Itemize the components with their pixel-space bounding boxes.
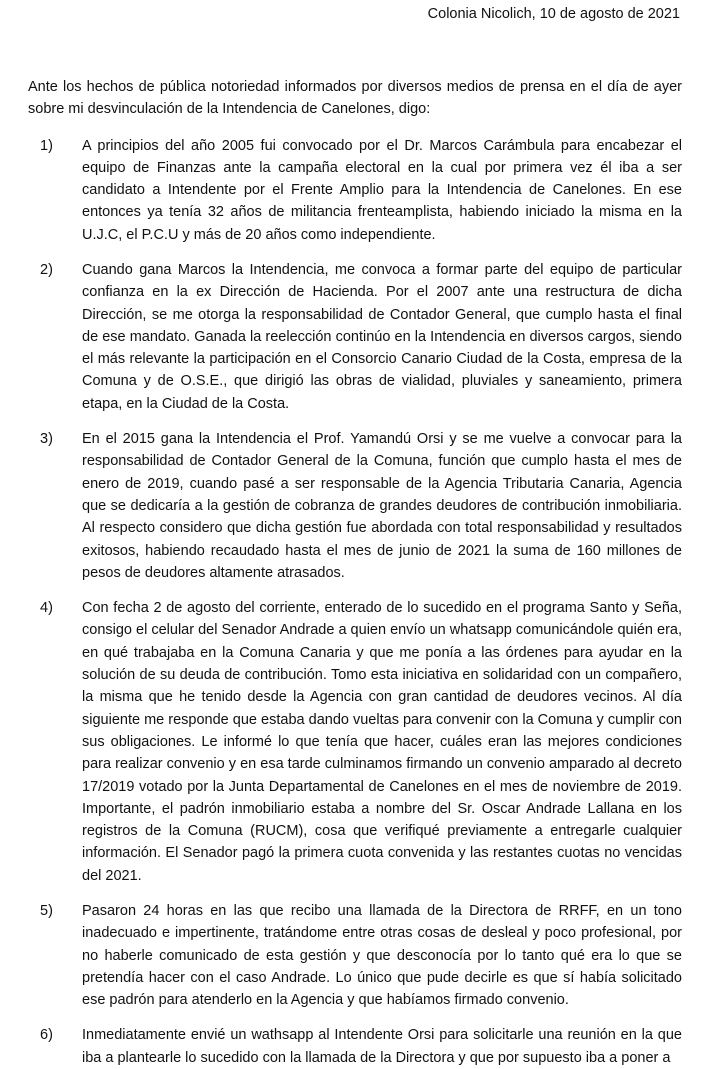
item-text: Cuando gana Marcos la Intendencia, me convoca a formar parte del equipo de particular confianza en la ex Dirección de Hacienda. Por el 2007 ante una restructura de dicha Dirección, se me otorga la responsabilidad de Contador General, que cumplo hasta el final de ese mandato. Ganada la reelección continúo en la Intendencia en diversos cargos, siendo el más relevante la participación en el Consorcio Canario Ciudad de la Costa, empresa de la Comuna y de O.S.E., que dirigió las obras de vialidad, pluviales y saneamiento, primera etapa, en la Ciudad de la Costa. [74, 259, 682, 415]
item-text: Con fecha 2 de agosto del corriente, enterado de lo sucedido en el programa Santo y Seña, consigo el celular del Senador Andrade a quien envío un whatsapp comunicándole quién era, en qué trabajaba en la Comuna Canaria y que me ponía a las órdenes para ayudar en la solución de su deuda de contribución. Tomo esta iniciativa en solidaridad con un compañero, la misma que he tenido desde la Agencia con gran cantidad de deudores vecinos. Al día siguiente me responde que estaba dando vueltas para convenir con la Comuna y cumplir con sus obligaciones. Le informé lo que tenía que hacer, cuáles eran las mejores condiciones para realizar convenio y en esa tarde culminamos firmando un convenio amparado al decreto 17/2019 votado por la Junta Departamental de Canelones en el mes de noviembre de 2019. Importante, el padrón inmobiliario estaba a nombre del Sr. Oscar Andrade Lallana en los registros de la Comuna (RUCM), cosa que verifiqué previamente a entregarle cualquier información. El Senador pagó la primera cuota convenida y las restantes cuotas no vencidas del 2021. [74, 597, 682, 887]
item-text: Pasaron 24 horas en las que recibo una llamada de la Directora de RRFF, en un tono inadecuado e impertinente, tratándome entre otras cosas de desleal y poco profesional, por no haberle comunicado de esta gestión y que desconocía por lo tanto qué era lo que se pretendía hacer con el caso Andrade. Lo único que pude decirle es que sí había solicitado ese padrón para atenderlo en la Agencia y que habíamos firmado convenio. [74, 900, 682, 1011]
list-item [28, 900, 682, 1011]
intro-paragraph: Ante los hechos de pública notoriedad informados por diversos medios de prensa en el día de ayer sobre mi desvinculación de la Intendencia de Canelones, digo: [28, 76, 682, 120]
item-number: 1) [28, 135, 74, 246]
list-item [28, 597, 682, 887]
list-item [28, 259, 682, 415]
item-text: En el 2015 gana la Intendencia el Prof. Yamandú Orsi y se me vuelve a convocar para la responsabilidad de Contador General de la Comuna, función que cumplo hasta el mes de enero de 2019, cuando pasé a ser responsable de la Agencia Tributaria Canaria, Agencia que se dedicaría a la gestión de cobranza de grandes deudores de contribución inmobiliaria. Al respecto considero que dicha gestión fue abordada con total responsabilidad y resultados exitosos, habiendo recaudado hasta el mes de junio de 2021 la suma de 160 millones de pesos de deudores altamente atrasados. [74, 428, 682, 584]
list-item [28, 135, 682, 246]
item-text: A principios del año 2005 fui convocado por el Dr. Marcos Carámbula para encabezar el equipo de Finanzas ante la campaña electoral en la cual por primera vez él iba a ser candidato a Intendente por el Frente Amplio para la Intendencia de Canelones. En ese entonces ya tenía 32 años de militancia frenteamplista, habiendo iniciado la misma en la U.J.C, el P.C.U y más de 20 años como independiente. [74, 135, 682, 246]
item-number: 3) [28, 428, 74, 584]
item-number: 6) [28, 1024, 74, 1069]
date-line: Colonia Nicolich, 10 de agosto de 2021 [28, 0, 682, 24]
item-number: 4) [28, 597, 74, 887]
list-item [28, 1024, 682, 1069]
list-item [28, 428, 682, 584]
item-number: 5) [28, 900, 74, 1011]
item-number: 2) [28, 259, 74, 415]
numbered-list [28, 135, 682, 1069]
item-text: Inmediatamente envié un wathsapp al Intendente Orsi para solicitarle una reunión en la que iba a plantearle lo sucedido con la llamada de la Directora y que por supuesto iba a poner a [74, 1024, 682, 1069]
